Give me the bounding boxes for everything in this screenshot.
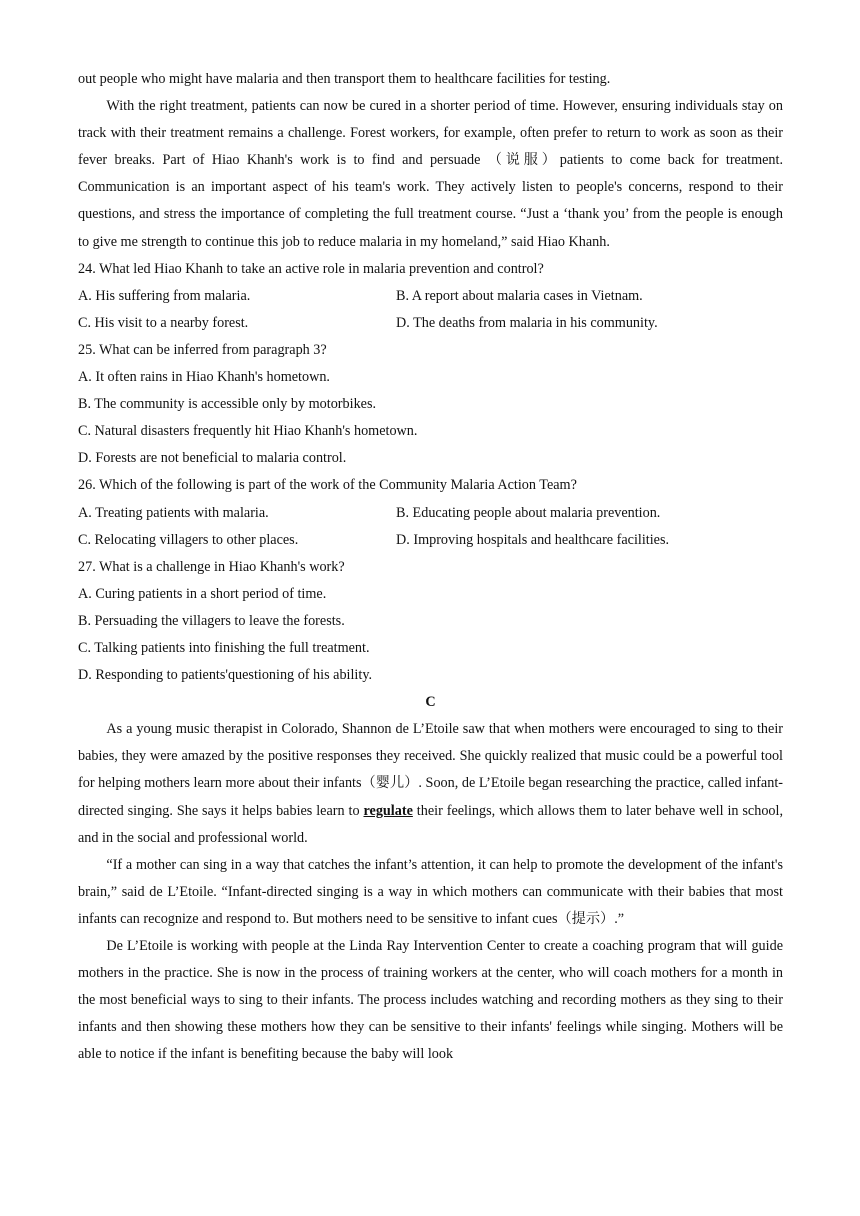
question-24-option-b: B. A report about malaria cases in Vietnam. (396, 287, 643, 304)
section-heading: C (425, 694, 436, 711)
question-27-option-a: A. Curing patients in a short period of time. (78, 585, 327, 602)
section-c-paragraph: “If a mother can sing in a way that catches the infant’s attention, it can help to promote the development of the infant's brain,” said de L’Etoile. “Infant-directed singing is a way in which mothers can communicate with their babies that most infants can recognize and respond to. But mothers need to be sensitive to infant cues（提示）.” (78, 856, 783, 927)
passage-b-paragraph: out people who might have malaria and then transport them to healthcare facilities for testing. (78, 71, 611, 87)
question-24-stem: 24. What led Hiao Khanh to take an active role in malaria prevention and control? (78, 260, 544, 277)
passage-b-paragraph: With the right treatment, patients can now be cured in a shorter period of time. However, ensuring individuals stay on track with their treatment remains a challenge. Forest workers, for example, often prefer to return to work as soon as their fever breaks. Part of Hiao Khanh's work is to find and persuade （说服）patients to come back for treatment. Communication is an important aspect of his team's work. They actively listen to people's concerns, respond to their questions, and stress the importance of completing the full treatment course. “Just a ‘thank you’ from the people is enough to give me strength to continue this job to reduce malaria in my homeland,” said Hiao Khanh. (78, 98, 783, 250)
question-26-stem: 26. Which of the following is part of the work of the Community Malaria Action Team? (78, 477, 577, 494)
question-25-option-c: C. Natural disasters frequently hit Hiao Khanh's hometown. (78, 423, 418, 440)
question-24-options-row-2 (78, 310, 783, 337)
question-26-options-row-2 (78, 527, 783, 554)
question-26-option-b: B. Educating people about malaria prevention. (396, 504, 661, 521)
paragraph-text: As a young music therapist in Colorado, Shannon de L’Etoile saw that when mothers were encouraged to sing to their babies, they were amazed by the positive responses they received. She quickly realized that music could be a powerful tool for helping mothers learn more about their infants（婴儿）. Soon, de L’Etoile began researching the practice, called infant-directed singing. She says it helps babies learn to (78, 721, 783, 819)
question-26-option-d: D. Improving hospitals and healthcare facilities. (396, 531, 670, 548)
section-c-paragraph: De L’Etoile is working with people at the Linda Ray Intervention Center to create a coaching program that will guide mothers in the practice. She is now in the process of training workers at the center, who will coach mothers for a month in the most beneficial ways to sing to their infants. The process includes watching and recording mothers as they sing to their infants and then showing these mothers how they can be sensitive to their infants' feelings while singing. Mothers will be able to notice if the infant is benefiting because the baby will look (78, 938, 783, 1063)
question-25-stem: 25. What can be inferred from paragraph 3? (78, 341, 327, 358)
question-27-stem: 27. What is a challenge in Hiao Khanh's work? (78, 558, 345, 575)
question-24-options-row-1 (78, 283, 783, 310)
question-24-option-d: D. The deaths from malaria in his community. (396, 314, 658, 331)
question-25-option-b: B. The community is accessible only by motorbikes. (78, 396, 377, 413)
question-27-option-b: B. Persuading the villagers to leave the forests. (78, 612, 345, 629)
question-24-option-c: C. His visit to a nearby forest. (78, 314, 249, 331)
question-26-option-a: A. Treating patients with malaria. (78, 504, 269, 521)
section-c-paragraph (78, 716, 783, 851)
question-25-option-a: A. It often rains in Hiao Khanh's hometown. (78, 369, 330, 386)
underlined-keyword: regulate (363, 802, 413, 819)
question-26-options-row-1 (78, 500, 783, 527)
question-26-option-c: C. Relocating villagers to other places. (78, 531, 299, 548)
question-24-option-a: A. His suffering from malaria. (78, 287, 251, 304)
question-25-option-d: D. Forests are not beneficial to malaria control. (78, 450, 347, 467)
document-page (78, 66, 783, 1068)
question-27-option-d: D. Responding to patients'questioning of his ability. (78, 667, 373, 684)
question-27-option-c: C. Talking patients into finishing the full treatment. (78, 639, 370, 656)
paragraph-text: their feelings, which allows them to later behave well in school, and in the social and professional world. (78, 802, 783, 846)
